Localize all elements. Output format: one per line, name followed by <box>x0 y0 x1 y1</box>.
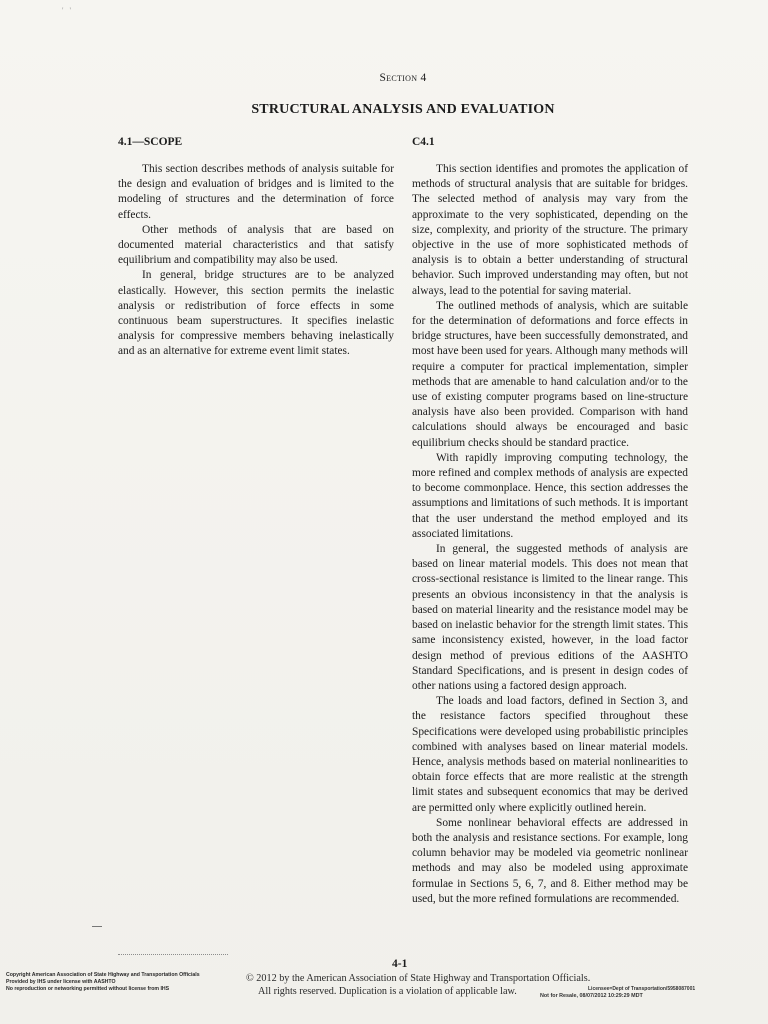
scan-speck: ' ' <box>62 6 73 15</box>
spec-paragraph: In general, bridge structures are to be analyzed elastically. However, this section permits the inelastic analysis or redistribution of force effects in some continuous beam superstructures. It specifies inelastic analysis for compressive members behaving inelastically and as an alternative for extreme event limit states. <box>118 269 394 358</box>
footer-line: © 2012 by the American Association of State Highway and Transportation Officials. <box>246 973 591 984</box>
commentary-paragraph: The outlined methods of analysis, which are suitable for the determination of deformations and force effects in bridge structures, have been successfully demonstrated, and most have been used for years. Although many methods will require a computer for practical implementation, simpler methods that are amenable to hand calculation and/or to the use of existing computer programs based on line-structure analysis have also been provided. Comparison with hand calculations should always be encouraged and basic equilibrium checks should be standard practice. <box>412 299 688 449</box>
copyright-footer <box>246 972 766 998</box>
copyright-line: Copyright American Association of State Highway and Transportation Officials <box>6 972 200 978</box>
scan-dotted-line <box>118 954 228 955</box>
copyright-notice <box>6 972 246 993</box>
copyright-line: No reproduction or networking permitted without license from IHS <box>6 986 170 992</box>
section-label: Section 4 <box>379 72 427 84</box>
commentary-heading: C4.1 <box>412 136 435 148</box>
commentary-paragraph: In general, the suggested methods of analysis are based on linear material models. This does not mean that cross-sectional resistance is limited to the linear range. This presents an obvious inconsistency in that the analysis is based on material linearity and the resistance model may be based on inelastic behavior for the strength limit states. This same inconsistency existed, however, in the load factor design method of previous editions of the AASHTO Standard Specifications, and is present in design codes of other nations using a factored design approach. <box>412 543 688 692</box>
footer-line: All rights reserved. Duplication is a violation of applicable law. <box>258 986 517 997</box>
page-number: 4-1 <box>392 958 408 970</box>
spec-paragraph: Other methods of analysis that are based on documented material characteristics and that satisfy equilibrium and compatibility may also be used. <box>118 223 394 267</box>
resale-stamp: Not for Resale, 08/07/2012 10:29:29 MDT <box>540 993 643 999</box>
scope-heading: 4.1—SCOPE <box>118 136 183 148</box>
commentary-paragraph: The loads and load factors, defined in Section 3, and the resistance factors specified throughout these Specifications were developed using probabilistic principles combined with analyses based on linear material models. Hence, analysis methods based on material nonlinearities to obtain force effects that are more realistic at the strength limit states and subsequent economics that may be derived are permitted only where explicitly outlined herein. <box>412 695 688 814</box>
commentary-paragraph: This section identifies and promotes the application of methods of structural analysis that are suitable for bridges. The selected method of analysis may vary from the approximate to the very sophisticated, depending on the size, complexity, and priority of the structure. The primary objective in the use of more sophisticated methods of analysis is to obtain a better understanding of structural behavior. Such improved understanding may often, but not always, lead to the potential for saving material. <box>412 163 688 297</box>
scan-mark <box>92 926 102 927</box>
specification-column <box>118 162 394 360</box>
commentary-paragraph: With rapidly improving computing technology, the more refined and complex methods of analysis are expected to become commonplace. Hence, this section addresses the assumptions and limitations of such methods. It is important that the user understand the method employed and its associated limitations. <box>412 451 688 540</box>
copyright-line: Provided by IHS under license with AASHTO <box>6 979 116 985</box>
spec-paragraph: This section describes methods of analysis suitable for the design and evaluation of bridges and is limited to the modeling of structures and the determination of force effects. <box>118 163 394 221</box>
section-title: STRUCTURAL ANALYSIS AND EVALUATION <box>251 102 555 117</box>
commentary-column <box>412 162 688 907</box>
licensee-stamp: Licensee=Dept of Transportation/5958087001 <box>588 986 696 992</box>
commentary-paragraph: Some nonlinear behavioral effects are addressed in both the analysis and resistance sections. For example, long column behavior may be modeled via geometric nonlinear methods and may also be modeled using approximate formulae in Sections 5, 6, 7, and 8. Either method may be used, but the more refined formulations are recommended. <box>412 816 688 905</box>
